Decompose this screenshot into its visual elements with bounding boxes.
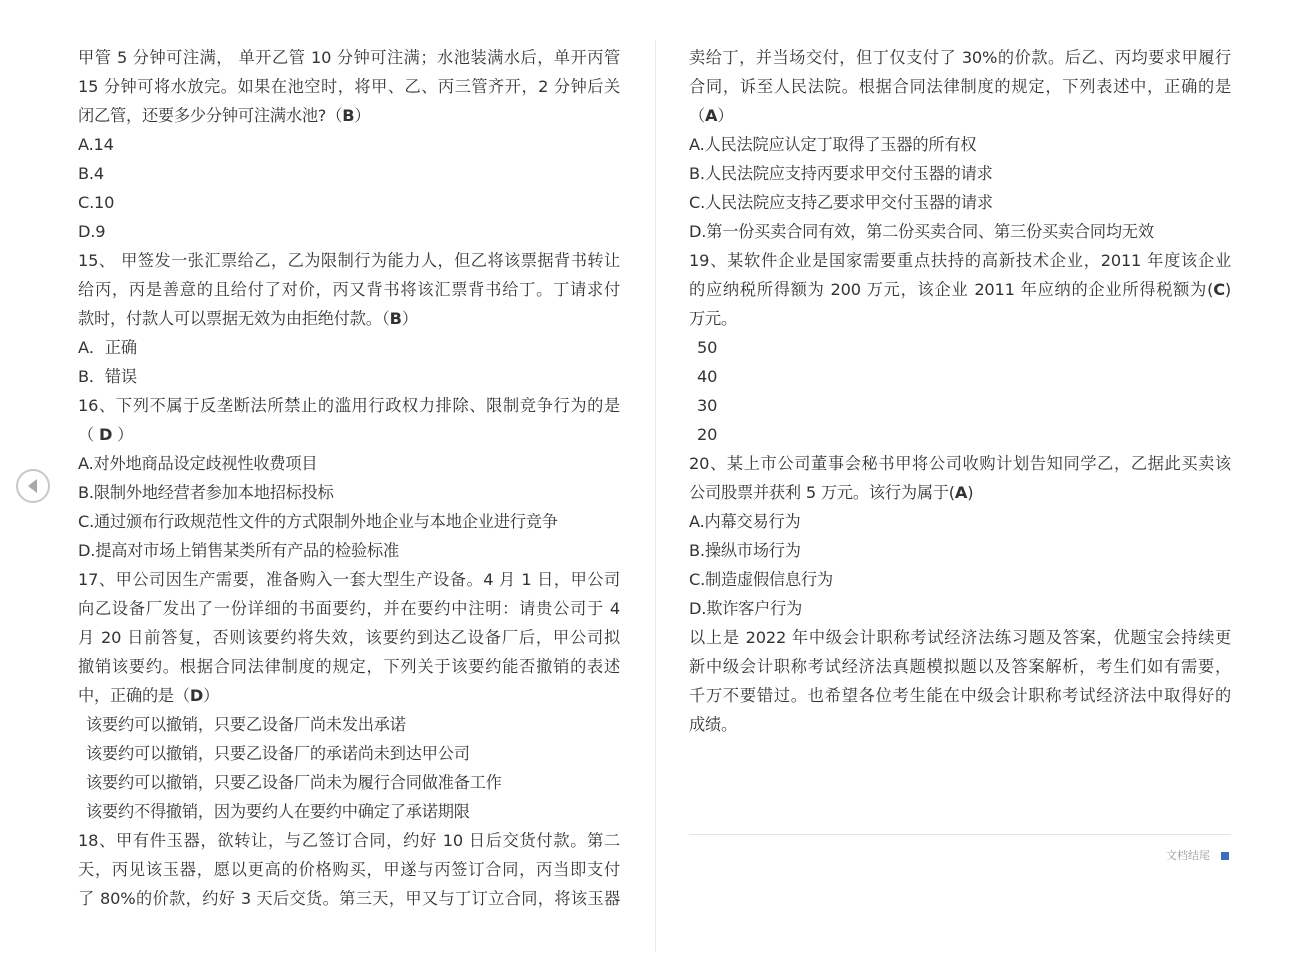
line-text-tail: ) xyxy=(967,483,974,502)
line-text: 款时，付款人可以票据无效为由拒绝付款。（ xyxy=(78,309,390,328)
line-text: 15 分钟可将水放完。如果在池空时，将甲、乙、丙三管齐开，2 分钟后关 xyxy=(78,77,620,96)
line-text: B.限制外地经营者参加本地招标投标 xyxy=(78,483,334,502)
line-text: 19、某软件企业是国家需要重点扶持的高新技术企业，2011 年度该企业 xyxy=(689,251,1231,270)
line-text: 15、 甲签发一张汇票给乙，乙为限制行为能力人，但乙将该票据背书转让 xyxy=(78,251,620,270)
line-text: D.提高对市场上销售某类所有产品的检验标准 xyxy=(78,541,399,560)
line-text: 给丙，丙是善意的且给付了对价，丙又背书将该汇票背书给丁。丁请求付 xyxy=(78,280,620,299)
answer-key: A xyxy=(954,483,968,502)
text-line xyxy=(689,594,1231,623)
chevron-left-icon xyxy=(28,479,37,493)
line-text: 月 20 日前答复，否则该要约将失效，该要约到达乙设备厂后，甲公司拟 xyxy=(78,628,620,647)
line-text: 新中级会计职称考试经济法真题模拟题以及答案解析，考生们如有需要， xyxy=(689,657,1231,676)
text-line xyxy=(689,507,1231,536)
answer-key: B xyxy=(342,106,355,125)
line-text: D.第一份买卖合同有效，第二份买卖合同、第三份买卖合同均无效 xyxy=(689,222,1154,241)
left-column xyxy=(78,43,620,913)
line-text: 合同，诉至人民法院。根据合同法律制度的规定，下列表述中，正确的是 xyxy=(689,77,1231,96)
line-text: （ xyxy=(78,425,99,444)
line-text: 的应纳税所得额为 200 万元，该企业 2011 年应纳的企业所得税额为( xyxy=(689,280,1214,299)
text-line xyxy=(78,391,620,420)
answer-key: A xyxy=(705,106,718,125)
text-line xyxy=(78,333,620,362)
line-text-tail: ) xyxy=(1224,280,1231,299)
text-line xyxy=(78,594,620,623)
text-line xyxy=(689,391,1231,420)
line-text: 成绩。 xyxy=(689,715,737,734)
text-line xyxy=(78,768,620,797)
line-text: 甲管 5 分钟可注满， 单开乙管 10 分钟可注满；水池装满水后，单开丙管 xyxy=(78,48,620,67)
document-end-divider xyxy=(689,834,1231,835)
text-line xyxy=(689,304,1231,333)
text-line xyxy=(689,652,1231,681)
text-line xyxy=(689,101,1231,130)
text-line xyxy=(78,130,620,159)
line-text: 16、下列不属于反垄断法所禁止的滥用行政权力排除、限制竞争行为的是 xyxy=(78,396,620,415)
text-line xyxy=(78,304,620,333)
line-text: B.人民法院应支持丙要求甲交付玉器的请求 xyxy=(689,164,993,183)
line-text: 该要约可以撤销，只要乙设备厂的承诺尚未到达甲公司 xyxy=(86,744,470,763)
text-line xyxy=(78,739,620,768)
line-text-tail: ） xyxy=(354,106,371,125)
text-line xyxy=(689,333,1231,362)
text-line xyxy=(78,101,620,130)
text-line xyxy=(689,623,1231,652)
line-text: 卖给丁，并当场交付，但丁仅支付了 30%的价款。后乙、丙均要求甲履行 xyxy=(689,48,1231,67)
line-text-tail: ） xyxy=(401,309,418,328)
text-line xyxy=(78,507,620,536)
text-line xyxy=(689,275,1231,304)
line-text: 撤销该要约。根据合同法律制度的规定，下列关于该要约能否撤销的表述 xyxy=(78,657,620,676)
line-text: 该要约可以撤销，只要乙设备厂尚未发出承诺 xyxy=(86,715,406,734)
text-line xyxy=(689,217,1231,246)
line-text: B.4 xyxy=(78,164,104,183)
line-text: 50 xyxy=(697,338,718,357)
line-text: 天，丙见该玉器，愿以更高的价格购买，甲遂与丙签订合同，丙当即支付 xyxy=(78,860,620,879)
text-line xyxy=(78,855,620,884)
line-text: D.9 xyxy=(78,222,106,241)
line-text: C.通过颁布行政规范性文件的方式限制外地企业与本地企业进行竞争 xyxy=(78,512,558,531)
line-text: 20、某上市公司董事会秘书甲将公司收购计划告知同学乙，乙据此买卖该 xyxy=(689,454,1231,473)
text-line xyxy=(689,449,1231,478)
text-line xyxy=(78,72,620,101)
text-line xyxy=(78,420,620,449)
line-text: 中，正确的是（ xyxy=(78,686,190,705)
line-text: 30 xyxy=(697,396,718,415)
line-text: D.欺诈客户行为 xyxy=(689,599,803,618)
text-line xyxy=(689,188,1231,217)
line-text: 40 xyxy=(697,367,718,386)
line-text: A.14 xyxy=(78,135,114,154)
text-line xyxy=(689,681,1231,710)
line-text-tail: ） xyxy=(112,425,134,444)
text-line xyxy=(689,536,1231,565)
line-text: 18、甲有件玉器，欲转让，与乙签订合同，约好 10 日后交货付款。第二 xyxy=(78,831,620,850)
right-column xyxy=(689,43,1231,739)
text-line xyxy=(689,565,1231,594)
text-line xyxy=(78,449,620,478)
answer-key: D xyxy=(98,425,113,444)
text-line xyxy=(78,188,620,217)
text-line xyxy=(78,826,620,855)
line-text: （ xyxy=(689,106,705,125)
line-text: A.内幕交易行为 xyxy=(689,512,801,531)
line-text: C.人民法院应支持乙要求甲交付玉器的请求 xyxy=(689,193,993,212)
text-line xyxy=(78,217,620,246)
text-line xyxy=(78,565,620,594)
line-text: 向乙设备厂发出了一份详细的书面要约，并在要约中注明：请贵公司于 4 xyxy=(78,599,620,618)
line-text: 以上是 2022 年中级会计职称考试经济法练习题及答案，优题宝会持续更 xyxy=(689,628,1231,647)
text-line xyxy=(689,130,1231,159)
text-line xyxy=(689,246,1231,275)
text-line xyxy=(689,72,1231,101)
line-text-tail: ） xyxy=(717,106,734,125)
line-text: C.10 xyxy=(78,193,115,212)
line-text: 该要约可以撤销，只要乙设备厂尚未为履行合同做准备工作 xyxy=(86,773,502,792)
text-line xyxy=(78,623,620,652)
text-line xyxy=(78,681,620,710)
line-text: 公司股票并获利 5 万元。该行为属于( xyxy=(689,483,955,502)
answer-key: B xyxy=(389,309,402,328)
text-line xyxy=(78,710,620,739)
line-text: A.人民法院应认定丁取得了玉器的所有权 xyxy=(689,135,977,154)
line-text: B．错误 xyxy=(78,367,137,386)
text-line xyxy=(78,884,620,913)
line-text: B.操纵市场行为 xyxy=(689,541,801,560)
line-text: 20 xyxy=(697,425,718,444)
text-line xyxy=(78,652,620,681)
text-line xyxy=(689,420,1231,449)
document-end-marker xyxy=(1221,852,1229,860)
text-line xyxy=(78,797,620,826)
text-line xyxy=(78,275,620,304)
line-text: 闭乙管，还要多少分钟可注满水池?（ xyxy=(78,106,343,125)
text-line xyxy=(78,536,620,565)
text-line xyxy=(689,362,1231,391)
text-line xyxy=(78,246,620,275)
line-text: C.制造虚假信息行为 xyxy=(689,570,833,589)
line-text: A.对外地商品设定歧视性收费项目 xyxy=(78,454,318,473)
text-line xyxy=(78,43,620,72)
text-line xyxy=(78,478,620,507)
line-text: A．正确 xyxy=(78,338,137,357)
line-text-tail: ） xyxy=(203,686,220,705)
line-text: 千万不要错过。也希望各位考生能在中级会计职称考试经济法中取得好的 xyxy=(689,686,1231,705)
column-divider xyxy=(655,40,656,952)
text-line xyxy=(78,159,620,188)
answer-key: C xyxy=(1213,280,1225,299)
text-line xyxy=(689,159,1231,188)
text-line xyxy=(689,710,1231,739)
document-end-label: 文档结尾 xyxy=(1166,849,1210,862)
line-text: 万元。 xyxy=(689,309,737,328)
text-line xyxy=(78,362,620,391)
previous-page-button[interactable] xyxy=(16,469,50,503)
text-line xyxy=(689,478,1231,507)
line-text: 该要约不得撤销，因为要约人在要约中确定了承诺期限 xyxy=(86,802,470,821)
answer-key: D xyxy=(189,686,204,705)
text-line xyxy=(689,43,1231,72)
line-text: 了 80%的价款，约好 3 天后交货。第三天，甲又与丁订立合同，将该玉器 xyxy=(78,889,620,908)
line-text: 17、甲公司因生产需要，准备购入一套大型生产设备。4 月 1 日，甲公司 xyxy=(78,570,620,589)
